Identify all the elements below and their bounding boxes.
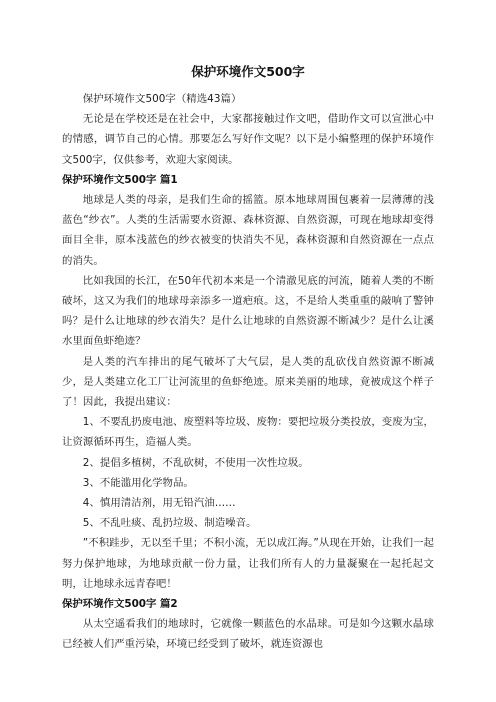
document-title: 保护环境作文500字 (191, 64, 305, 79)
section2-paragraph-1: 从太空遥看我们的地球时，它就像一颗蓝色的水晶球。可是如今这颗水晶球已经被人们严重污染，环境已经受到了破坏，就连资源也 (62, 618, 434, 651)
quote-paragraph: ”不积跬步，无以至千里；不积小流，无以成江海。”从现在开始，让我们一起努力保护地球，为地球贡献一份力量，让我们所有人的力量凝聚在一起托起文明，让地球永远青春吧！ (62, 537, 434, 590)
suggestion-item-2: 2、提倡多植树，不乱砍树，不使用一次性垃圾。 (82, 456, 309, 469)
suggestion-item-1: 1、不要乱扔废电池、废塑料等垃圾、废物：要把垃圾分类投放，变废为宝，让资源循环再生，造福人类。 (62, 416, 434, 449)
section1-paragraph-1: 地球是人类的母亲，是我们生命的摇篮。原本地球周围包裹着一层薄薄的浅蓝色“纱衣”。人类的生活需要水资源、森林资源、自然资源，可现在地球却变得面目全非，原本浅蓝色的纱衣被变的快消失不见，森林资源和自然资源在一点点的消失。 (62, 194, 434, 267)
intro-paragraph: 保护环境作文500字（精选43篇） (82, 93, 242, 105)
section1-paragraph-2: 比如我国的长江，在50年代初本来是一个清澈见底的河流，随着人类的不断破坏，这又为我们的地球母亲添多一道疤痕。这，不是给人类重重的敲响了警钟吗？是什么让地球的纱衣消失？是什么让地球的自然资源不断减少？是什么让溪水里面鱼虾绝迹？ (62, 274, 434, 348)
preface-paragraph: 无论是在学校还是在社会中，大家都接触过作文吧，借助作文可以宣泄心中的情感，调节自己的心情。那要怎么写好作文呢？以下是小编整理的保护环境作文500字，仅供参考，欢迎大家阅读。 (62, 113, 434, 166)
suggestion-item-3: 3、不能滥用化学物品。 (82, 476, 194, 489)
section-heading-2: 保护环境作文500字 篇2 (62, 598, 178, 611)
section-heading-1: 保护环境作文500字 篇1 (62, 173, 178, 186)
section1-paragraph-3: 是人类的汽车排出的尾气破坏了大气层，是人类的乱砍伐自然资源不断减少，是人类建立化工厂让河流里的鱼虾绝迹。原来美丽的地球，竟被成这个样子了！因此，我提出建议： (62, 355, 434, 409)
suggestion-item-5: 5、不乱吐痰、乱扔垃圾、制造噪音。 (82, 517, 257, 530)
suggestion-item-4: 4、慎用清洁剂，用无铅汽油…… (82, 497, 236, 510)
